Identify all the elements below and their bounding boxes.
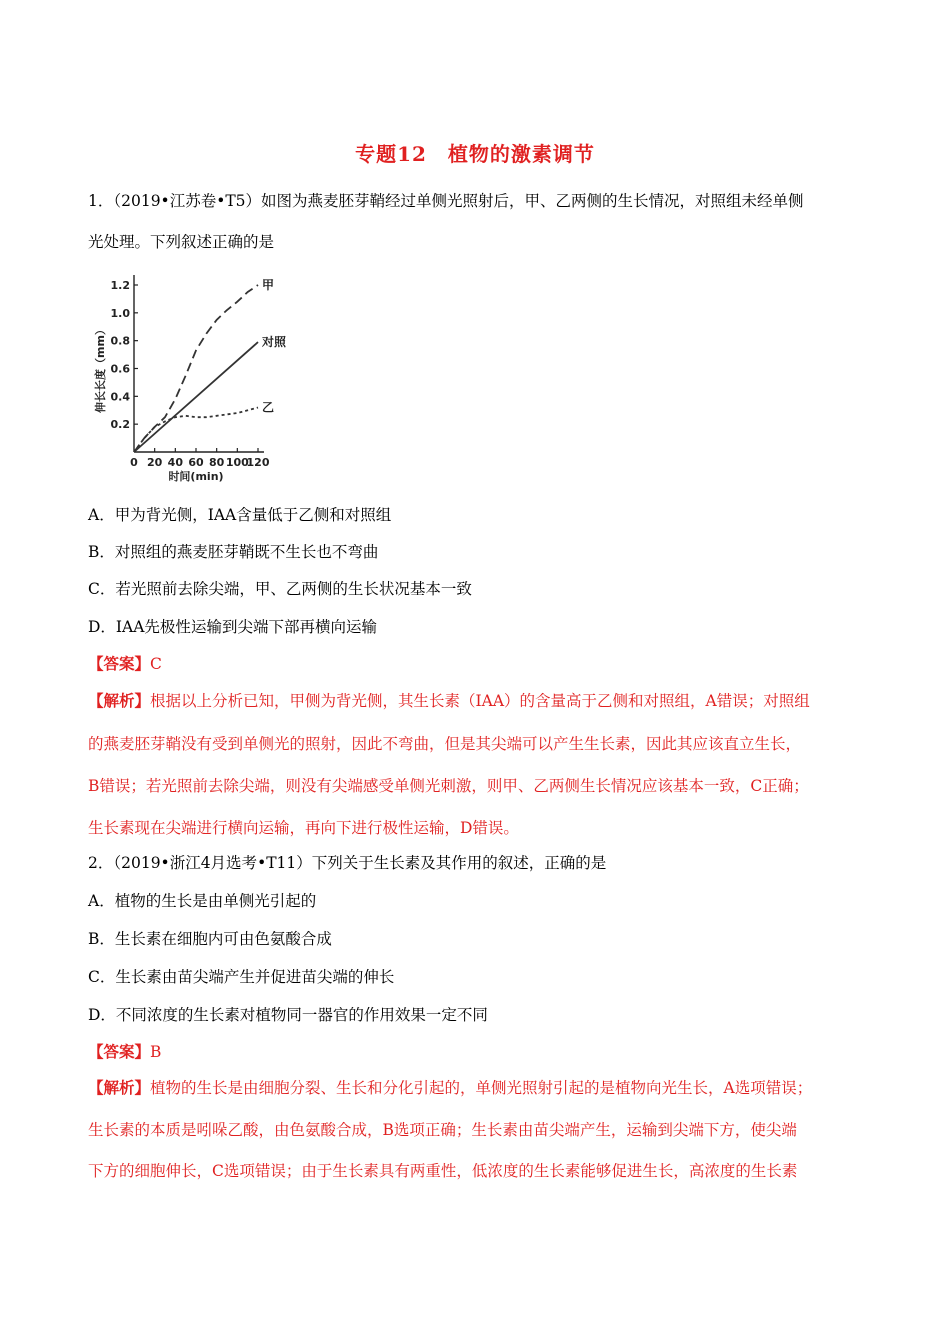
q1-analysis-line1: 【解析】根据以上分析已知，甲侧为背光侧，其生长素（IAA）的含量高于乙侧和对照组，A错误；对照组 xyxy=(88,691,810,710)
series-label: 甲 xyxy=(262,278,275,292)
q2-answer xyxy=(88,1042,868,1062)
q1-option-a: A．甲为背光侧，IAA含量低于乙侧和对照组 xyxy=(88,506,392,524)
chart-series xyxy=(134,285,258,452)
q1-analysis-line2: 的燕麦胚芽鞘没有受到单侧光的照射，因此不弯曲，但是其尖端可以产生生长素，因此其应该直立生长， xyxy=(88,735,802,753)
q2-analysis-line3: 下方的细胞伸长，C选项错误；由于生长素具有两重性，低浓度的生长素能够促进生长，高浓度的生长素 xyxy=(88,1162,798,1180)
q2-option-b: B．生长素在细胞内可由色氨酸合成 xyxy=(88,930,332,948)
y-tick-label: 0.2 xyxy=(110,418,130,432)
q2-option-d: D．不同浓度的生长素对植物同一器官的作用效果一定不同 xyxy=(88,1006,488,1024)
q2-stem: 2．（2019•浙江4月选考•T11）下列关于生长素及其作用的叙述，正确的是 xyxy=(88,854,607,872)
y-tick-label: 0.8 xyxy=(110,334,130,348)
y-tick-label: 0.4 xyxy=(110,390,130,404)
q2-answer-value: B xyxy=(150,1043,162,1061)
x-tick-label: 40 xyxy=(167,456,183,469)
q1-answer xyxy=(88,654,868,674)
q1-option-b: B．对照组的燕麦胚芽鞘既不生长也不弯曲 xyxy=(88,543,379,561)
q1-answer-tag: 【答案】 xyxy=(88,654,151,673)
q1-option-d: D．IAA先极性运输到尖端下部再横向运输 xyxy=(88,618,377,636)
q1-analysis-line3: B错误；若光照前去除尖端，则没有尖端感受单侧光刺激，则甲、乙两侧生长情况应该基本一致，C正确； xyxy=(88,777,809,795)
x-tick-label: 120 xyxy=(246,456,270,469)
q1-analysis-tag: 【解析】 xyxy=(88,691,151,710)
x-tick-label: 20 xyxy=(147,456,163,469)
x-tick-label: 100 xyxy=(225,456,249,469)
x-axis-label: 时间(min) xyxy=(168,470,224,483)
q1-answer-value: C xyxy=(150,655,162,673)
y-tick-label: 1.2 xyxy=(110,279,130,292)
q1-option-c: C．若光照前去除尖端，甲、乙两侧的生长状况基本一致 xyxy=(88,580,472,598)
x-tick-label: 80 xyxy=(209,456,225,469)
y-axis-label: 伸长长度（mm） xyxy=(94,324,107,413)
y-tick-label: 0.6 xyxy=(110,362,130,376)
series-label: 乙 xyxy=(262,400,275,415)
q2-analysis-tag: 【解析】 xyxy=(88,1078,151,1097)
series-label: 对照 xyxy=(262,335,287,350)
q2-option-a: A．植物的生长是由单侧光引起的 xyxy=(88,892,317,910)
q2-option-c: C．生长素由苗尖端产生并促进苗尖端的伸长 xyxy=(88,968,395,986)
q2-analysis-line1: 【解析】植物的生长是由细胞分裂、生长和分化引起的，单侧光照射引起的是植物向光生长，A选项错误； xyxy=(88,1078,813,1097)
page-title: 专题12 植物的激素调节 xyxy=(355,142,595,166)
series-line-dashed xyxy=(134,285,258,452)
series-line-solid xyxy=(134,342,258,452)
x-tick-label: 0 xyxy=(130,456,138,469)
q1-analysis-line4: 生长素现在尖端进行横向运输，再向下进行极性运输，D错误。 xyxy=(88,819,519,837)
q2-answer-tag: 【答案】 xyxy=(88,1042,151,1061)
y-tick-label: 1.0 xyxy=(110,306,130,320)
q1-stem-line1: 1．（2019•江苏卷•T5）如图为燕麦胚芽鞘经过单侧光照射后，甲、乙两侧的生长情况，对照组未经单侧 xyxy=(88,192,804,210)
q1-stem-line2: 光处理。下列叙述正确的是 xyxy=(88,233,275,251)
growth-line-chart xyxy=(88,268,308,483)
q2-analysis-line2: 生长素的本质是吲哚乙酸，由色氨酸合成，B选项正确；生长素由苗尖端产生，运输到尖端下方，使尖端 xyxy=(88,1121,797,1139)
x-tick-label: 60 xyxy=(188,456,204,469)
chart-axes xyxy=(134,275,264,452)
